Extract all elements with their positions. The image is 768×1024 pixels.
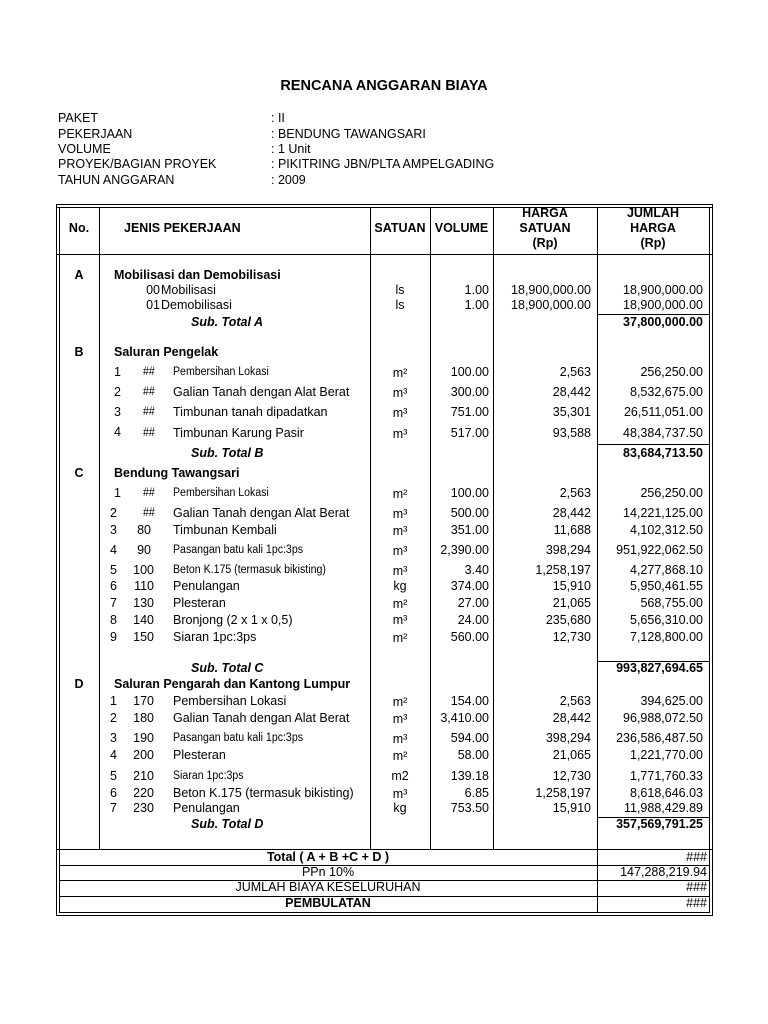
item-code: 00 [146, 283, 160, 297]
item-harga: 12,730 [552, 630, 591, 644]
item-no: 9 [110, 630, 117, 644]
item-code: 220 [133, 786, 154, 800]
item-volume: 594.00 [450, 731, 489, 745]
item-jumlah: 7,128,800.00 [630, 630, 703, 644]
item-no: 3 [110, 731, 117, 745]
item-no: 6 [110, 579, 117, 593]
item-harga: 11,688 [553, 523, 591, 537]
header-jumlah: HARGA [630, 221, 676, 235]
item-volume: 560.00 [450, 630, 489, 644]
item-name: Galian Tanah dengan Alat Berat [173, 506, 350, 520]
item-satuan: m³ [392, 712, 408, 726]
header-harga: HARGA [522, 206, 568, 220]
item-no: 7 [110, 801, 117, 815]
subtotal-label: Sub. Total C [191, 661, 264, 675]
info-value: : 2009 [271, 173, 306, 187]
item-satuan: m2 [391, 769, 409, 783]
border-top [56, 204, 713, 205]
item-volume: 374.00 [450, 579, 489, 593]
item-volume: 24.00 [457, 613, 489, 627]
item-jumlah: 951,922,062.50 [616, 543, 703, 557]
border-bottom [56, 915, 713, 916]
jumlah-biaya-value: ### [686, 880, 707, 894]
item-harga: 21,065 [552, 748, 591, 762]
item-name: Plesteran [173, 748, 226, 762]
item-harga: 93,588 [552, 426, 591, 440]
section-letter: C [74, 466, 84, 480]
info-label: PAKET [58, 111, 99, 125]
item-name: Penulangan [173, 579, 240, 593]
item-satuan: m³ [392, 732, 408, 746]
item-volume: 3.40 [464, 563, 489, 577]
item-no: 1 [110, 694, 117, 708]
item-harga: 35,301 [552, 405, 591, 419]
info-label: VOLUME [58, 142, 111, 156]
item-code: 80 [137, 523, 151, 537]
item-jumlah: 568,755.00 [640, 596, 703, 610]
item-name: Galian Tanah dengan Alat Berat [173, 711, 350, 725]
item-name: Demobilisasi [161, 298, 232, 312]
item-harga: 15,910 [552, 801, 591, 815]
item-no: 8 [110, 613, 117, 627]
item-satuan: m³ [392, 406, 408, 420]
item-jumlah: 14,221,125.00 [623, 506, 703, 520]
item-satuan: m³ [392, 613, 408, 627]
item-no: 4 [110, 748, 117, 762]
section-letter: B [74, 345, 84, 359]
item-harga: 398,294 [545, 731, 591, 745]
item-volume: 500.00 [450, 506, 489, 520]
header-no: No. [68, 221, 90, 235]
item-volume: 139.18 [450, 769, 489, 783]
item-jumlah: 1,221,770.00 [630, 748, 703, 762]
item-volume: 753.50 [450, 801, 489, 815]
item-jumlah: 1,771,760.33 [630, 769, 703, 783]
item-satuan: m² [392, 695, 408, 709]
pembulatan-label: PEMBULATAN [285, 896, 371, 910]
item-code: ## [143, 366, 155, 378]
item-harga: 2,563 [559, 694, 591, 708]
item-satuan: m² [392, 366, 408, 380]
item-code: 190 [133, 731, 154, 745]
page-title: RENCANA ANGGARAN BIAYA [280, 78, 488, 94]
border-left-inner [59, 207, 60, 913]
ppn-value: 147,288,219.94 [620, 865, 707, 879]
item-jumlah: 26,511,051.00 [623, 405, 703, 419]
info-label: TAHUN ANGGARAN [58, 173, 175, 187]
item-satuan: m³ [392, 524, 408, 538]
border-left [56, 204, 57, 916]
item-volume: 100.00 [450, 365, 489, 379]
item-code: 170 [133, 694, 154, 708]
item-jumlah: 8,618,646.03 [630, 786, 703, 800]
header-bottom-line [56, 254, 713, 255]
item-volume: 517.00 [450, 426, 489, 440]
header-harga: (Rp) [532, 236, 558, 250]
item-volume: 27.00 [457, 596, 489, 610]
section-letter: A [74, 268, 84, 282]
item-jumlah: 5,950,461.55 [630, 579, 703, 593]
item-no: 1 [114, 365, 121, 379]
item-volume: 3,410.00 [440, 711, 489, 725]
item-code: 180 [133, 711, 154, 725]
item-name: Mobilisasi [161, 283, 216, 297]
item-satuan: m³ [392, 564, 408, 578]
item-jumlah: 236,586,487.50 [616, 731, 703, 745]
info-label: PROYEK/BAGIAN PROYEK [58, 157, 217, 171]
item-satuan: m² [392, 597, 408, 611]
item-harga: 2,563 [559, 365, 591, 379]
item-volume: 351.00 [450, 523, 489, 537]
border-right [712, 204, 713, 916]
item-name: Galian Tanah dengan Alat Berat [173, 385, 350, 399]
item-harga: 18,900,000.00 [511, 298, 591, 312]
item-code: 150 [133, 630, 154, 644]
subtotal-label: Sub. Total A [191, 315, 263, 329]
item-name: Pembersihan Lokasi [173, 366, 269, 378]
info-value: : II [271, 111, 285, 125]
item-satuan: m³ [392, 427, 408, 441]
subtotal-value: 37,800,000.00 [623, 315, 703, 329]
item-jumlah: 394,625.00 [640, 694, 703, 708]
item-harga: 28,442 [552, 711, 591, 725]
item-code: 110 [134, 579, 154, 593]
item-jumlah: 256,250.00 [640, 486, 703, 500]
item-volume: 58.00 [457, 748, 489, 762]
item-harga: 15,910 [552, 579, 591, 593]
info-value: : 1 Unit [271, 142, 311, 156]
item-satuan: ls [395, 298, 405, 312]
item-harga: 18,900,000.00 [511, 283, 591, 297]
item-no: 1 [114, 486, 121, 500]
item-satuan: m³ [392, 787, 408, 801]
item-no: 4 [114, 425, 121, 439]
item-jumlah: 96,988,072.50 [623, 711, 703, 725]
item-code: ## [143, 427, 155, 439]
item-volume: 1.00 [464, 298, 489, 312]
item-jumlah: 48,384,737.50 [623, 426, 703, 440]
subtotal-b-line [597, 444, 709, 445]
item-code: ## [143, 406, 155, 418]
item-name: Timbunan Karung Pasir [173, 426, 304, 440]
item-code: 100 [133, 563, 154, 577]
item-satuan: m² [392, 487, 408, 501]
item-harga: 398,294 [545, 543, 591, 557]
item-name: Timbunan tanah dipadatkan [173, 405, 328, 419]
item-name: Bronjong (2 x 1 x 0,5) [173, 613, 293, 627]
item-satuan: kg [393, 801, 407, 815]
header-jumlah: JUMLAH [626, 206, 680, 220]
section-title: Saluran Pengelak [114, 345, 219, 359]
item-satuan: m² [392, 631, 408, 645]
item-satuan: m³ [392, 544, 408, 558]
subtotal-value: 357,569,791.25 [616, 817, 703, 831]
item-code: 210 [133, 769, 154, 783]
subtotal-label: Sub. Total B [191, 446, 264, 460]
total-label: Total ( A + B +C + D ) [266, 850, 390, 864]
item-volume: 154.00 [450, 694, 489, 708]
item-volume: 6.85 [464, 786, 489, 800]
item-volume: 1.00 [464, 283, 489, 297]
subtotal-label: Sub. Total D [191, 817, 264, 831]
item-harga: 28,442 [552, 385, 591, 399]
item-no: 2 [114, 385, 121, 399]
item-name: Plesteran [173, 596, 226, 610]
item-satuan: m³ [392, 386, 408, 400]
item-no: 3 [110, 523, 117, 537]
jumlah-biaya-label: JUMLAH BIAYA KESELURUHAN [235, 880, 421, 894]
item-no: 4 [110, 543, 117, 557]
subtotal-value: 83,684,713.50 [623, 446, 703, 460]
item-jumlah: 18,900,000.00 [623, 283, 703, 297]
item-harga: 28,442 [552, 506, 591, 520]
item-volume: 100.00 [450, 486, 489, 500]
item-jumlah: 256,250.00 [640, 365, 703, 379]
item-name: Pasangan batu kali 1pc:3ps [173, 732, 303, 744]
item-jumlah: 8,532,675.00 [630, 385, 703, 399]
item-jumlah: 4,102,312.50 [630, 523, 703, 537]
item-satuan: m² [392, 749, 408, 763]
item-name: Pasangan batu kali 1pc:3ps [173, 544, 303, 556]
total-value: ### [686, 850, 707, 864]
item-satuan: kg [393, 579, 407, 593]
item-satuan: m³ [392, 507, 408, 521]
header-harga: SATUAN [519, 221, 571, 235]
item-harga: 2,563 [559, 486, 591, 500]
subtotal-value: 993,827,694.65 [616, 661, 703, 675]
item-name: Siaran 1pc:3ps [173, 630, 257, 644]
item-no: 5 [110, 563, 117, 577]
item-jumlah: 5,656,310.00 [630, 613, 703, 627]
col-line-no [99, 207, 100, 849]
header-jenis: JENIS PEKERJAAN [124, 221, 241, 235]
item-no: 6 [110, 786, 117, 800]
info-value: : BENDUNG TAWANGSARI [271, 127, 426, 141]
header-jumlah: (Rp) [640, 236, 666, 250]
item-harga: 21,065 [552, 596, 591, 610]
item-code: 130 [133, 596, 154, 610]
item-name: Pembersihan Lokasi [173, 694, 287, 708]
item-no: 3 [114, 405, 121, 419]
item-harga: 235,680 [545, 613, 591, 627]
item-jumlah: 18,900,000.00 [623, 298, 703, 312]
item-code: 01 [146, 298, 160, 312]
item-code: ## [143, 386, 155, 398]
header-volume: VOLUME [434, 221, 489, 235]
item-satuan: ls [395, 283, 405, 297]
item-name: Beton K.175 (termasuk bikisting) [173, 786, 354, 800]
border-right-inner [709, 207, 710, 913]
section-title: Bendung Tawangsari [114, 466, 240, 480]
summary-line [59, 912, 709, 913]
item-no: 2 [110, 506, 117, 520]
item-no: 7 [110, 596, 117, 610]
item-volume: 2,390.00 [440, 543, 489, 557]
item-name: Penulangan [173, 801, 240, 815]
item-code: 230 [133, 801, 154, 815]
item-code: 140 [133, 613, 154, 627]
item-jumlah: 11,988,429.89 [623, 801, 703, 815]
section-letter: D [74, 677, 84, 691]
item-volume: 300.00 [450, 385, 489, 399]
item-name: Timbunan Kembali [173, 523, 277, 537]
item-code: ## [143, 507, 155, 519]
item-volume: 751.00 [450, 405, 489, 419]
item-code: ## [143, 487, 155, 499]
item-no: 2 [110, 711, 117, 725]
item-name: Siaran 1pc:3ps [173, 770, 244, 782]
pembulatan-value: ### [686, 896, 707, 910]
info-label: PEKERJAAN [58, 127, 133, 141]
item-no: 5 [110, 769, 117, 783]
item-name: Beton K.175 (termasuk bikisting) [173, 564, 326, 576]
item-harga: 1,258,197 [535, 563, 591, 577]
ppn-label: PPn 10% [301, 865, 355, 879]
item-harga: 1,258,197 [535, 786, 591, 800]
item-jumlah: 4,277,868.10 [630, 563, 703, 577]
info-value: : PIKITRING JBN/PLTA AMPELGADING [271, 157, 495, 171]
item-name: Pembersihan Lokasi [173, 487, 269, 499]
item-code: 90 [137, 543, 151, 557]
header-satuan: SATUAN [374, 221, 426, 235]
section-title: Mobilisasi dan Demobilisasi [114, 268, 281, 282]
section-title: Saluran Pengarah dan Kantong Lumpur [114, 677, 351, 691]
item-code: 200 [133, 748, 154, 762]
item-harga: 12,730 [552, 769, 591, 783]
